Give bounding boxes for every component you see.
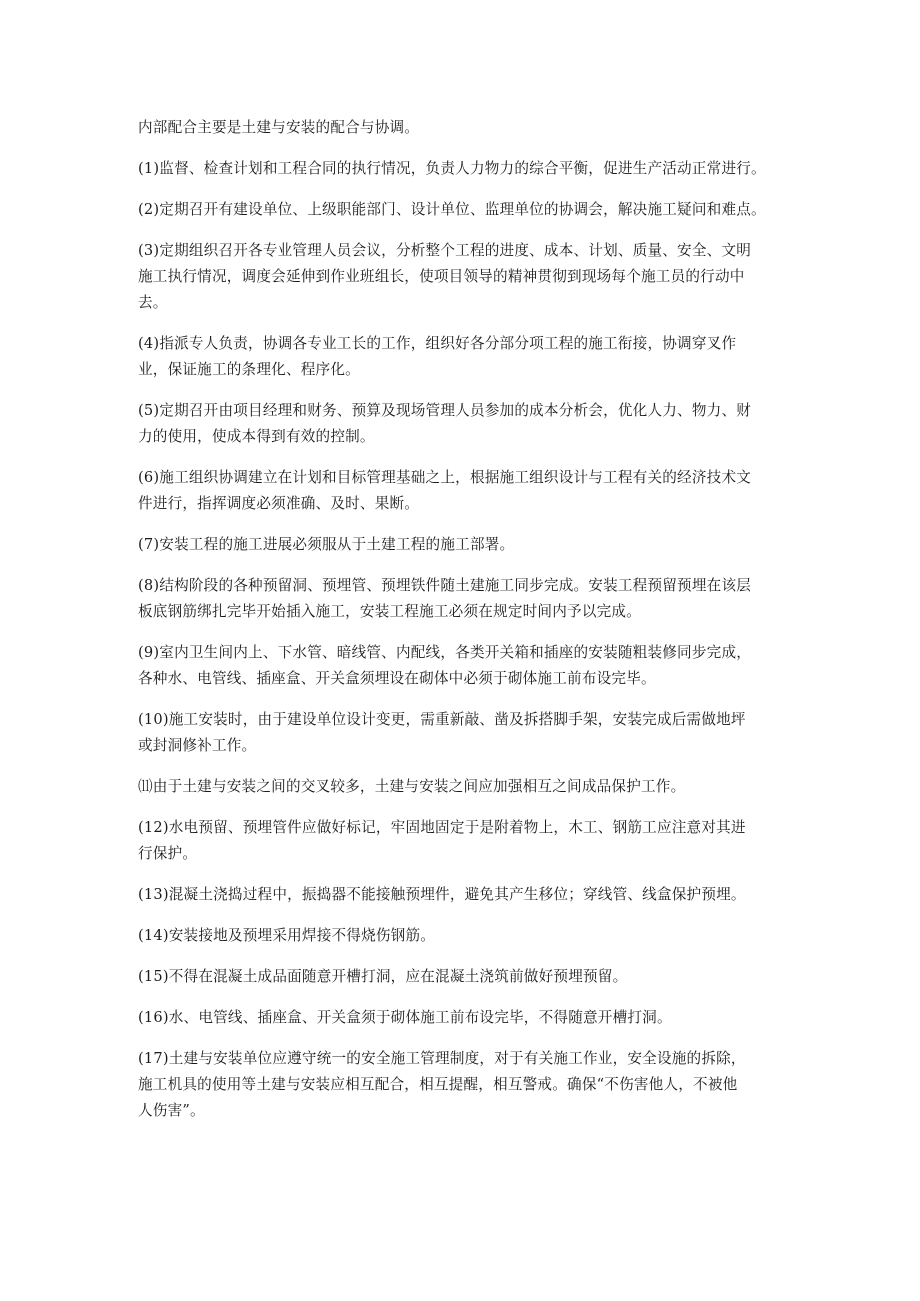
paragraph-line: 去。	[138, 294, 168, 311]
paragraph-line: (4)指派专人负责，协调各专业工长的工作，组织好各分部分项工程的施工衔接，协调穿叉作	[138, 335, 737, 352]
list-item	[138, 923, 803, 949]
list-item	[138, 197, 803, 223]
paragraph-line: (2)定期召开有建设单位、上级职能部门、设计单位、监理单位的协调会，解决施工疑问和难点。	[138, 201, 766, 218]
list-item	[138, 964, 803, 990]
list-item	[138, 156, 803, 182]
paragraph-line: (7)安装工程的施工进展必须服从于土建工程的施工部署。	[138, 536, 515, 553]
paragraph-line: 件进行，指挥调度必须准确、及时、果断。	[138, 495, 420, 512]
paragraph-line: (16)水、电管线、插座盒、开关盒须于砌体施工前布设完毕，不得随意开槽打洞。	[138, 1009, 672, 1026]
list-item	[138, 238, 803, 316]
item-list	[138, 156, 803, 1124]
paragraph-line: (5)定期召开由项目经理和财务、预算及现场管理人员参加的成本分析会，优化人力、物力、财	[138, 402, 752, 419]
paragraph-line: 力的使用，使成本得到有效的控制。	[138, 428, 375, 445]
paragraph-line: 施工执行情况，调度会延伸到作业班组长，使项目领导的精神贯彻到现场每个施工员的行动中	[138, 268, 745, 285]
paragraph-line: 行保护。	[138, 845, 198, 862]
paragraph-line: 板底钢筋绑扎完毕开始插入施工，安装工程施工必须在规定时间内予以完成。	[138, 603, 641, 620]
paragraph-line: (6)施工组织协调建立在计划和目标管理基础之上，根据施工组织设计与工程有关的经济技术文	[138, 469, 752, 486]
list-item	[138, 1046, 803, 1124]
paragraph-line: (15)不得在混凝土成品面随意开槽打洞，应在混凝土浇筑前做好预埋预留。	[138, 968, 628, 985]
paragraph-line: 或封洞修补工作。	[138, 737, 257, 754]
paragraph-line: ⑾由于土建与安装之间的交叉较多，土建与安装之间应加强相互之间成品保护工作。	[138, 778, 686, 795]
paragraph-line: (1)监督、检查计划和工程合同的执行情况，负责人力物力的综合平衡，促进生产活动正常进行。	[138, 160, 766, 177]
paragraph-line: (10)施工安装时，由于建设单位设计变更，需重新敲、凿及拆搭脚手架，安装完成后需做地坪	[138, 711, 746, 728]
paragraph-line: 各种水、电管线、插座盒、开关盒须埋设在砌体中必须于砌体施工前布设完毕。	[138, 670, 656, 687]
paragraph-line: (13)混凝土浇捣过程中，振捣器不能接触预埋件，避免其产生移位；穿线管、线盒保护预埋。	[138, 886, 746, 903]
list-item	[138, 532, 803, 558]
paragraph-line: (17)土建与安装单位应遵守统一的安全施工管理制度，对于有关施工作业，安全设施的拆除，	[138, 1050, 746, 1067]
list-item	[138, 774, 803, 800]
paragraph-line: (9)室内卫生间内上、下水管、暗线管、内配线，各类开关箱和插座的安装随粗装修同步完成，	[138, 644, 752, 661]
list-item	[138, 331, 803, 383]
list-item	[138, 640, 803, 692]
list-item	[138, 398, 803, 450]
list-item	[138, 1005, 803, 1031]
list-item	[138, 465, 803, 517]
list-item	[138, 707, 803, 759]
paragraph-line: 业，保证施工的条理化、程序化。	[138, 361, 360, 378]
list-item	[138, 573, 803, 625]
paragraph-line: (8)结构阶段的各种预留洞、预埋管、预埋铁件随土建施工同步完成。安装工程预留预埋在该层	[138, 577, 752, 594]
paragraph-line: (14)安装接地及预埋采用焊接不得烧伤钢筋。	[138, 927, 436, 944]
list-item	[138, 882, 803, 908]
paragraph-line: 内部配合主要是土建与安装的配合与协调。	[138, 119, 420, 136]
list-item	[138, 815, 803, 867]
paragraph-line: 人伤害”。	[138, 1102, 205, 1119]
paragraph-line: (3)定期组织召开各专业管理人员会议，分析整个工程的进度、成本、计划、质量、安全、文明	[138, 242, 752, 259]
paragraph-line: 施工机具的使用等土建与安装应相互配合，相互提醒，相互警戒。确保“不伤害他人，不被他	[138, 1076, 738, 1093]
document-body	[138, 115, 803, 1139]
intro-paragraph	[138, 115, 803, 141]
paragraph-line: (12)水电预留、预埋管件应做好标记，牢固地固定于是附着物上，木工、钢筋工应注意对其进	[138, 819, 746, 836]
